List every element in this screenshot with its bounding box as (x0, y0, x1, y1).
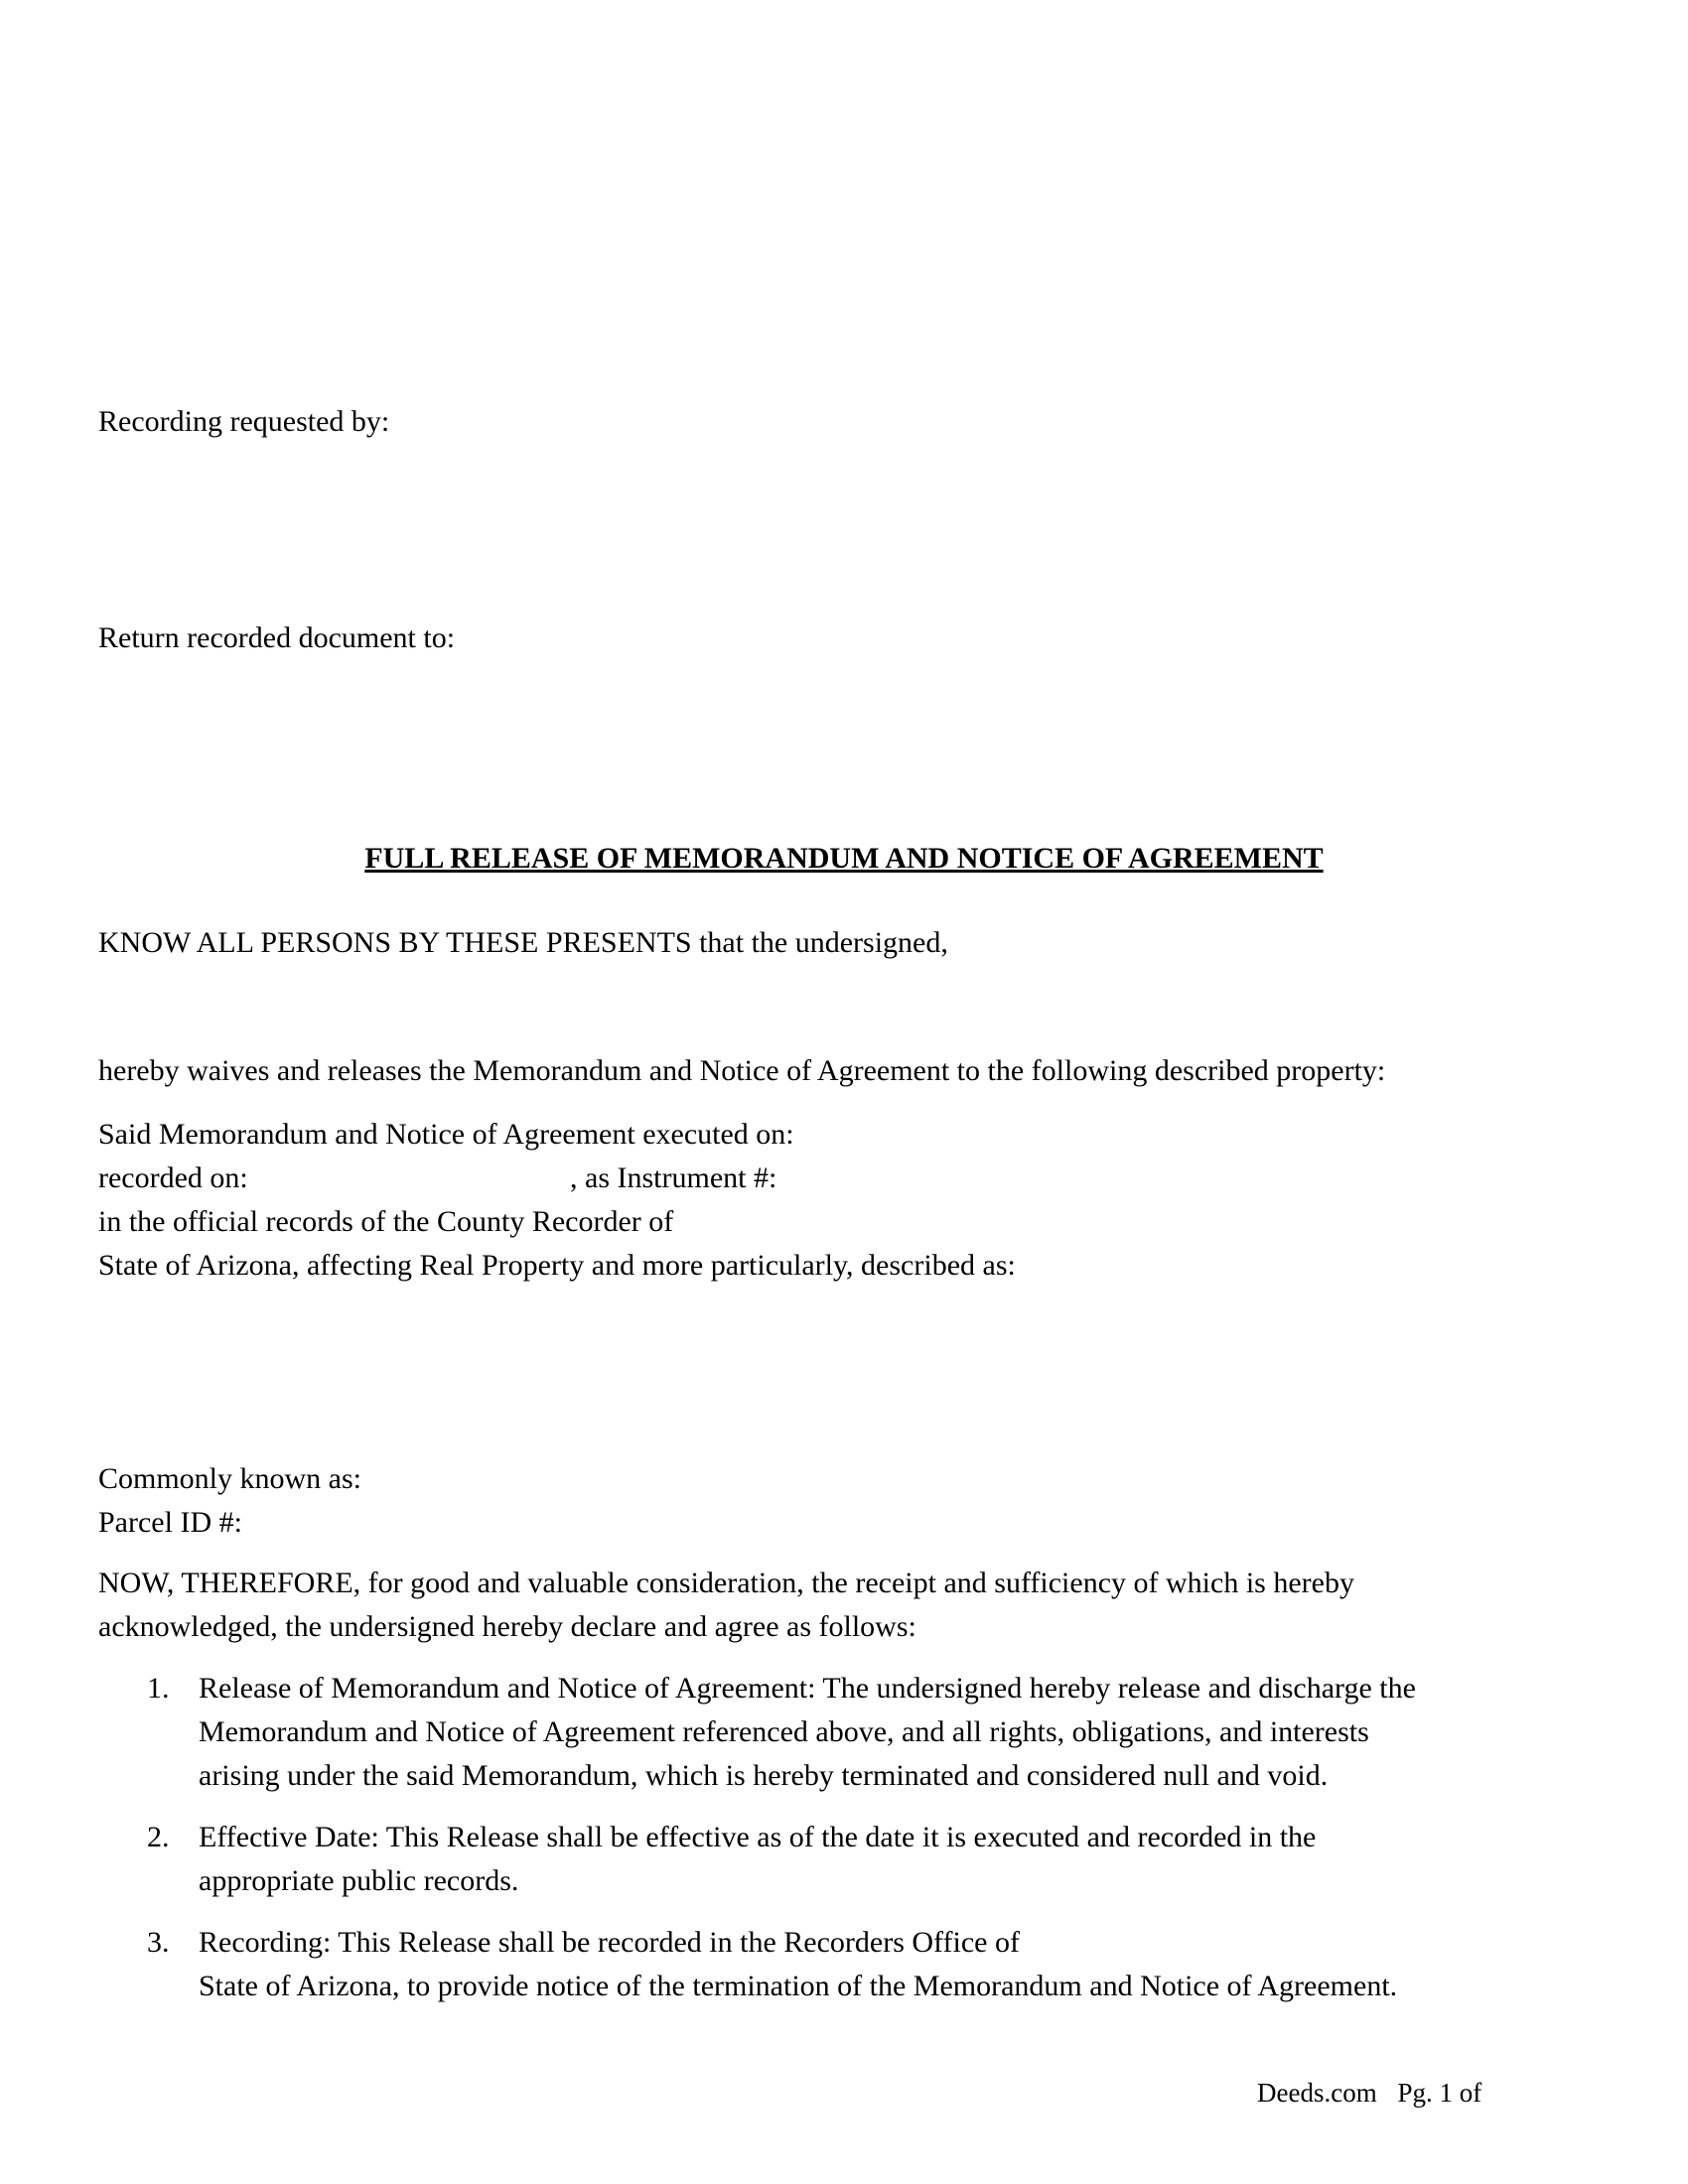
executed-on-line: Said Memorandum and Notice of Agreement executed on: (98, 1118, 794, 1151)
intro-paragraph: KNOW ALL PERSONS BY THESE PRESENTS that the undersigned, (98, 926, 948, 959)
recording-requested-label: Recording requested by: (98, 405, 390, 438)
instrument-label: , as Instrument #: (570, 1161, 777, 1194)
list-item-number: 2. (147, 1821, 170, 1853)
list-item-line: Release of Memorandum and Notice of Agreement: The undersigned hereby release and discharge the (199, 1672, 1416, 1705)
list-item-line: Memorandum and Notice of Agreement referenced above, and all rights, obligations, and interests (199, 1715, 1369, 1748)
list-item-line: Effective Date: This Release shall be effective as of the date it is executed and recorded in the (199, 1821, 1317, 1853)
waiver-paragraph: hereby waives and releases the Memorandum and Notice of Agreement to the following described property: (98, 1054, 1386, 1087)
footer-brand: Deeds.com (1257, 2078, 1377, 2108)
consideration-line-1: NOW, THEREFORE, for good and valuable consideration, the receipt and sufficiency of which is hereby (98, 1567, 1354, 1599)
state-line: State of Arizona, affecting Real Property and more particularly, described as: (98, 1249, 1016, 1282)
return-to-label: Return recorded document to: (98, 621, 456, 654)
parcel-id-label: Parcel ID #: (98, 1506, 242, 1539)
recorded-on-label: recorded on: (98, 1161, 248, 1194)
list-item-line: appropriate public records. (199, 1864, 519, 1897)
footer-page-number: Pg. 1 of (1397, 2078, 1482, 2108)
list-item-line: arising under the said Memorandum, which is hereby terminated and considered null and void. (199, 1759, 1329, 1792)
page-footer (1257, 2080, 1481, 2107)
list-item-line: State of Arizona, to provide notice of the termination of the Memorandum and Notice of Agreement. (199, 1970, 1398, 2002)
consideration-line-2: acknowledged, the undersigned hereby declare and agree as follows: (98, 1610, 916, 1643)
list-item-number: 1. (147, 1672, 170, 1705)
official-records-line: in the official records of the County Recorder of (98, 1205, 674, 1238)
document-title: FULL RELEASE OF MEMORANDUM AND NOTICE OF AGREEMENT (364, 842, 1324, 875)
commonly-known-label: Commonly known as: (98, 1462, 362, 1495)
list-item-line: Recording: This Release shall be recorded in the Recorders Office of (199, 1926, 1020, 1959)
list-item-number: 3. (147, 1926, 170, 1959)
